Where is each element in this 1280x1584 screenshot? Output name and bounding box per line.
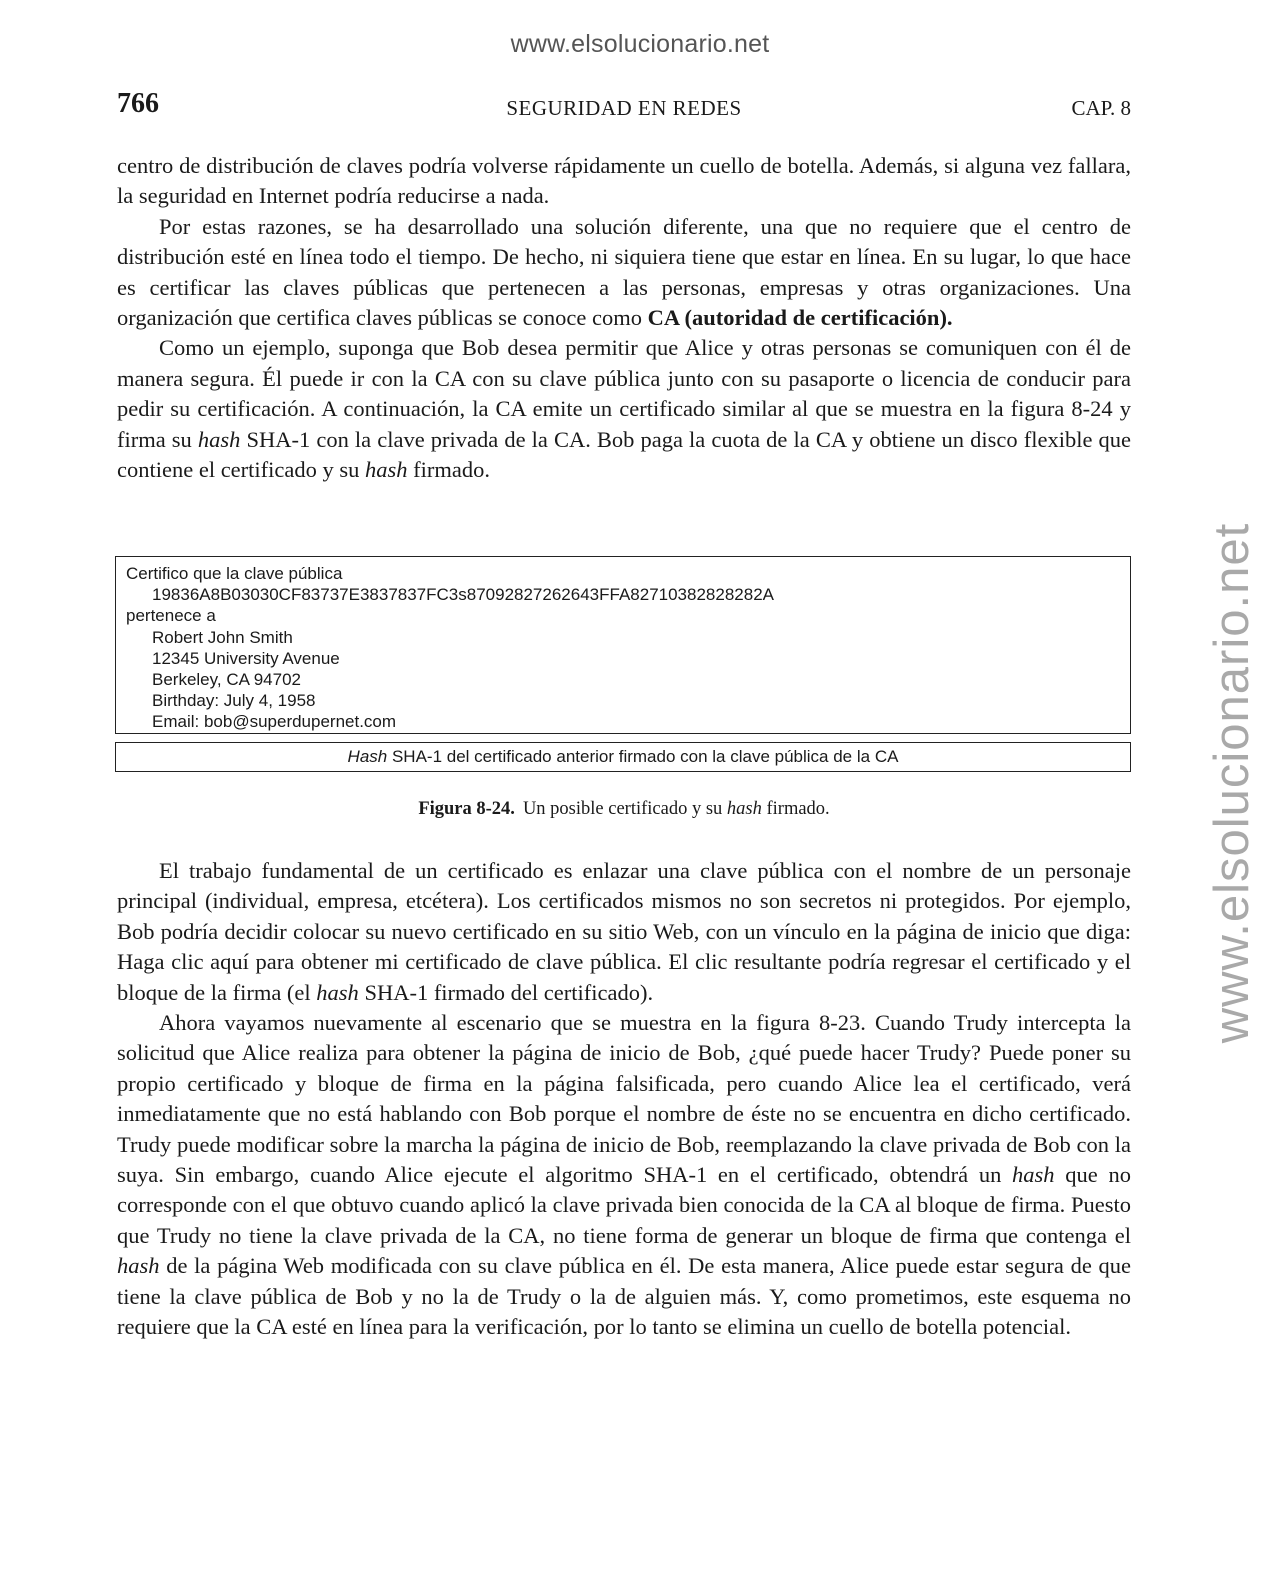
body-text-top [117, 151, 1131, 485]
running-head [117, 88, 1131, 124]
figure-caption [117, 799, 1131, 820]
certificate-box [115, 556, 1131, 734]
caption-text: firmado. [761, 799, 830, 819]
paragraph-text: que no corresponde con el que obtuvo cuando aplicó la clave privada bien conocida de la CA al bloque de firma. Puesto que Trudy no tiene la clave privada de la CA, no tiene forma de generar un bloque de firma que contenga el [117, 1162, 1131, 1248]
caption-label: Figura 8-24. [418, 799, 515, 819]
certificate-line: pertenece a [126, 606, 216, 626]
owner-city: Berkeley, CA 94702 [152, 670, 301, 690]
paragraph: centro de distribución de claves podría volverse rápidamente un cuello de botella. Además, si alguna vez fallara, la seguridad en Internet podría reducirse a nada. [117, 153, 1131, 209]
watermark-side: www.elsolucionario.net [1205, 522, 1259, 1044]
term-italic: hash [197, 426, 241, 452]
body-text-bottom [117, 856, 1131, 1343]
certificate-line: Certifico que la clave pública [126, 564, 343, 583]
term-italic: hash [726, 799, 762, 819]
chapter-label: CAP. 8 [1071, 96, 1131, 120]
paragraph-text: de la página Web modificada con su clave pública en él. De esta manera, Alice puede estar segura de que tiene la clave pública de Bob y no la de Trudy o la de alguien más. Y, como prometimos, este esquema no requiere que la CA esté en línea para la verificación, por lo tanto se elimina un cuello de botella potencial. [117, 1253, 1131, 1340]
owner-birthday: Birthday: July 4, 1958 [152, 691, 316, 711]
term-italic: hash [365, 457, 408, 483]
public-key: 19836A8B03030CF83737E3837837FC3s87092827262643FFA82710382828282A [152, 585, 774, 605]
page-number: 766 [117, 88, 159, 119]
paragraph [117, 212, 1131, 334]
chapter-title: SEGURIDAD EN REDES [506, 96, 742, 120]
paragraph-text: El trabajo fundamental de un certificado es enlazar una clave pública con el nombre de un personaje principal (individual, empresa, etcétera). Los certificados mismos no son secretos ni protegidos. Por ejemplo, Bob podría decidir colocar su nuevo certificado en su sitio Web, con un vínculo en la página de inicio que diga: Haga clic aquí para obtener mi certificado de clave pública. El clic resultante podría regresar el certificado y el bloque de la firma (el [117, 858, 1131, 1005]
term-italic: Hash [347, 747, 388, 766]
hash-box-text: SHA-1 del certificado anterior firmado con la clave pública de la CA [387, 747, 899, 766]
owner-address: 12345 University Avenue [152, 648, 340, 668]
owner-email: Email: bob@superdupernet.com [152, 712, 397, 732]
caption-text: Un posible certificado y su [522, 799, 727, 819]
paragraph-text: Ahora vayamos nuevamente al escenario que se muestra en la figura 8-23. Cuando Trudy intercepta la solicitud que Alice realiza para obtener la página de inicio de Bob, ¿qué puede hacer Trudy? Puede poner su propio certificado y bloque de firma en la página falsificada, pero cuando Alice lea el certificado, verá inmediatamente que no está hablando con Bob porque el nombre de éste no se encuentra en dicho certificado. Trudy puede modificar sobre la marcha la página de inicio de Bob, reemplazando la clave privada de Bob con la suya. Sin embargo, cuando Alice ejecute el algoritmo SHA-1 en el certificado, obtendrá un [117, 1010, 1131, 1188]
term-italic: hash [316, 979, 359, 1005]
paragraph-text: Por estas razones, se ha desarrollado una solución diferente, una que no requiere que el centro de distribución esté en línea todo el tiempo. De hecho, ni siquiera tiene que estar en línea. En su lugar, lo que hace es certificar las claves públicas que pertenecen a las personas, empresas y otras organizaciones. Una organización que certifica claves públicas se conoce como [117, 213, 1131, 331]
paragraph-text: Como un ejemplo, suponga que Bob desea permitir que Alice y otras personas se comuniquen con él de manera segura. Él puede ir con la CA con su clave pública junto con su pasaporte o licencia de conducir para pedir su certificación. A continuación, la CA emite un certificado similar al que se muestra en la figura 8-24 y firma su [117, 335, 1131, 452]
paragraph [117, 856, 1131, 1008]
term-italic: hash [117, 1253, 160, 1279]
term-bold: CA (autoridad de certificación). [647, 305, 953, 331]
paragraph [117, 1008, 1131, 1342]
signed-hash-box [115, 742, 1131, 772]
watermark-top: www.elsolucionario.net [510, 30, 770, 58]
owner-name: Robert John Smith [152, 627, 293, 647]
paragraph-text: SHA-1 con la clave privada de la CA. Bob paga la cuota de la CA y obtiene un disco flexible que contiene el certificado y su [117, 426, 1132, 483]
term-italic: hash [1012, 1162, 1055, 1188]
paragraph-text: SHA-1 firmado del certificado). [358, 979, 654, 1005]
paragraph [117, 333, 1131, 485]
paragraph-text: firmado. [407, 457, 491, 483]
